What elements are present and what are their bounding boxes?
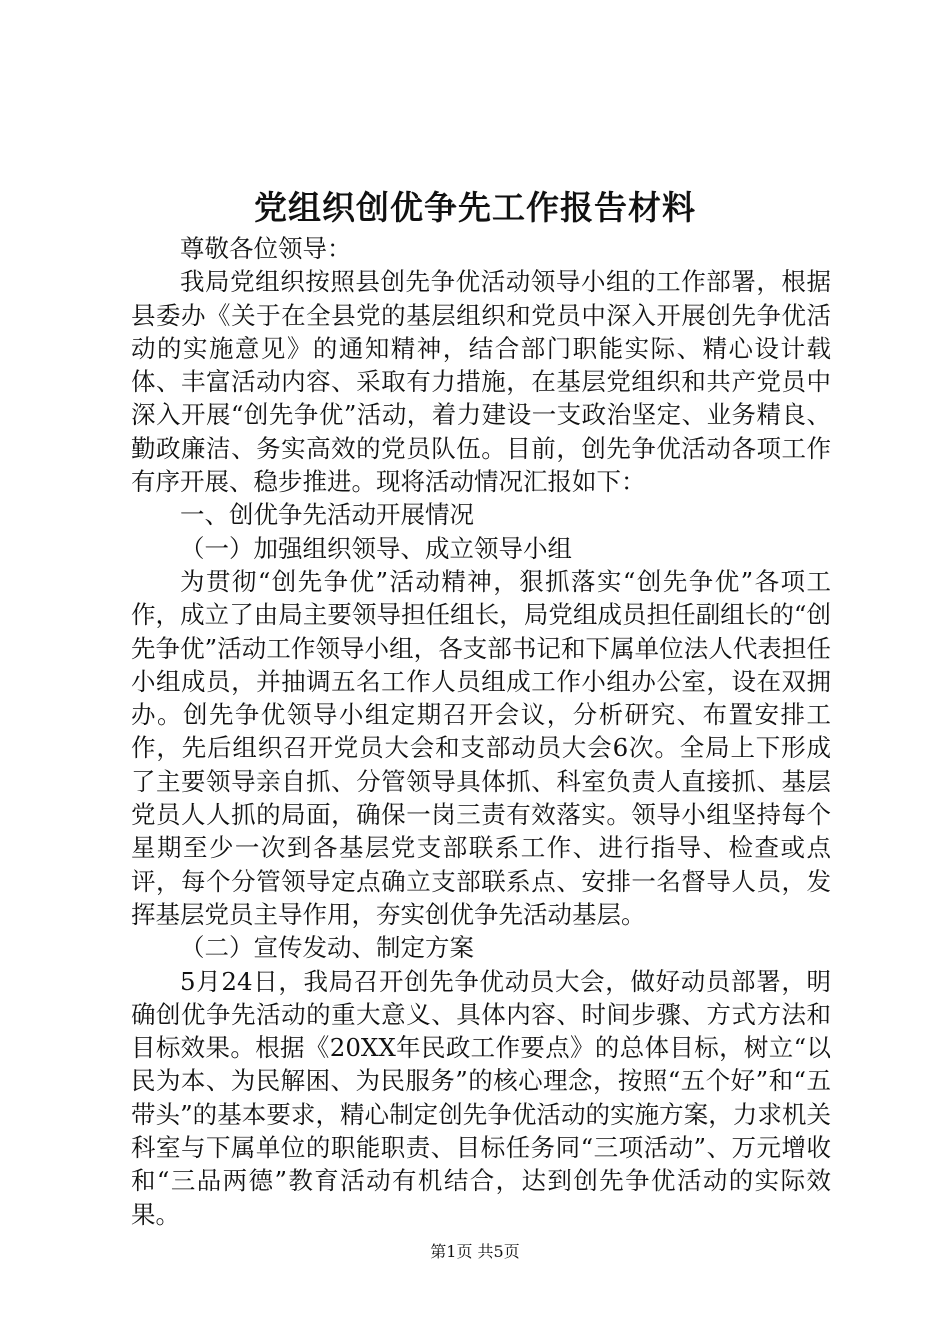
- subsection-heading-1: （一）加强组织领导、成立领导小组: [180, 533, 572, 563]
- subsection-1-paragraph: 为贯彻“创先争优”活动精神，狠抓落实“创先争优”各项工作，成立了由局主要领导担任组长，局党组成员担任副组长的“创先争优”活动工作领导小组，各支部书记和下属单位法人代表担任小组成员，并抽调五名工作人员组成工作小组办公室，设在双拥办。创先争优领导小组定期召开会议，分析研究、布置安排工作，先后组织召开党员大会和支部动员大会6次。全局上下形成了主要领导亲自抓、分管领导具体抓、科室负责人直接抓、基层党员人人抓的局面，确保一岗三责有效落实。领导小组坚持每个星期至少一次到各基层党支部联系工作、进行指导、检查或点评，每个分管领导定点确立支部联系点、安排一名督导人员，发挥基层党员主导作用，夯实创优争先活动基层。: [131, 566, 831, 929]
- subsection-2-paragraph: 5月24日，我局召开创先争优动员大会，做好动员部署，明确创优争先活动的重大意义、具体内容、时间步骤、方式方法和目标效果。根据《20XX年民政工作要点》的总体目标，树立“以民为本、为民解困、为民服务”的核心理念，按照“五个好”和“五带头”的基本要求，精心制定创先争优活动的实施方案，力求机关科室与下属单位的职能职责、目标任务同“三项活动”、万元增收和“三品两德”教育活动有机结合，达到创先争优活动的实际效果。: [131, 966, 831, 1229]
- section-heading: 一、创优争先活动开展情况: [180, 500, 474, 530]
- intro-paragraph: 我局党组织按照县创先争优活动领导小组的工作部署，根据县委办《关于在全县党的基层组织和党员中深入开展创先争优活动的实施意见》的通知精神，结合部门职能实际、精心设计载体、丰富活动内容、采取有力措施，在基层党组织和共产党员中深入开展“创先争优”活动，着力建设一支政治坚定、业务精良、勤政廉洁、务实高效的党员队伍。目前，创先争优活动各项工作有序开展、稳步推进。现将活动情况汇报如下：: [131, 267, 831, 497]
- subsection-heading-2: （二）宣传发动、制定方案: [180, 933, 474, 963]
- document-title: 党组织创优争先工作报告材料: [254, 188, 696, 227]
- document-body: [131, 232, 831, 1231]
- page-number-footer: 第1页 共5页: [430, 1242, 520, 1261]
- salutation: 尊敬各位领导：: [180, 234, 352, 263]
